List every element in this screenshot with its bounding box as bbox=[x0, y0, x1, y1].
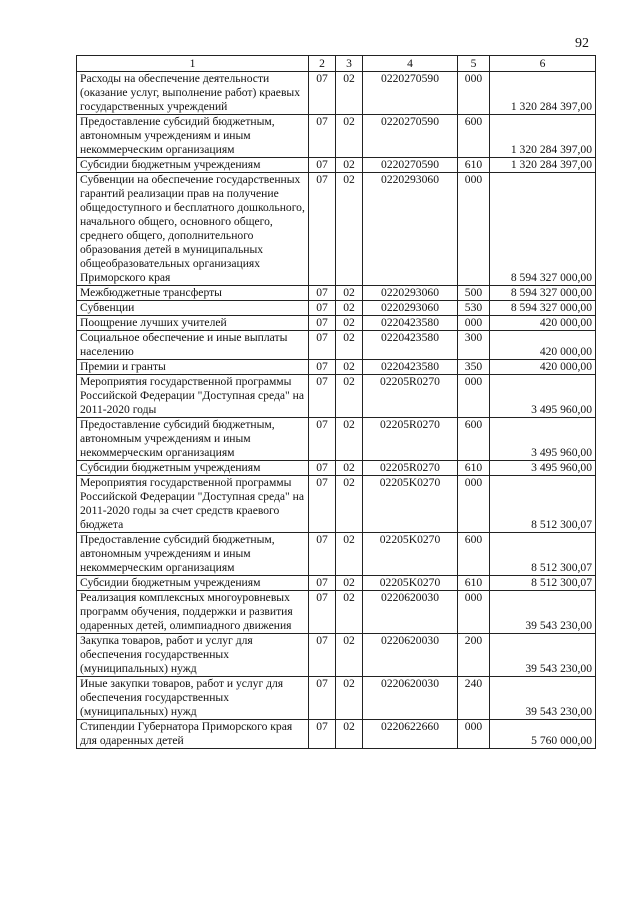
row-subsection: 02 bbox=[336, 634, 363, 677]
row-amount: 5 760 000,00 bbox=[490, 720, 596, 749]
row-name: Субсидии бюджетным учреждениям bbox=[77, 576, 309, 591]
table-row bbox=[77, 316, 596, 331]
row-subsection: 02 bbox=[336, 158, 363, 173]
row-section: 07 bbox=[309, 476, 336, 533]
row-section: 07 bbox=[309, 634, 336, 677]
row-section: 07 bbox=[309, 173, 336, 286]
row-amount: 420 000,00 bbox=[490, 360, 596, 375]
row-section: 07 bbox=[309, 677, 336, 720]
row-expense-type: 610 bbox=[458, 576, 490, 591]
row-subsection: 02 bbox=[336, 591, 363, 634]
row-target-code: 0220270590 bbox=[363, 72, 458, 115]
header-col-3: 3 bbox=[336, 56, 363, 72]
table-row bbox=[77, 591, 596, 634]
row-subsection: 02 bbox=[336, 375, 363, 418]
row-section: 07 bbox=[309, 720, 336, 749]
row-name: Социальное обеспечение и иные выплаты населению bbox=[77, 331, 309, 360]
row-target-code: 0220270590 bbox=[363, 158, 458, 173]
row-expense-type: 300 bbox=[458, 331, 490, 360]
row-subsection: 02 bbox=[336, 115, 363, 158]
row-expense-type: 600 bbox=[458, 115, 490, 158]
row-section: 07 bbox=[309, 591, 336, 634]
table-row bbox=[77, 375, 596, 418]
row-expense-type: 000 bbox=[458, 316, 490, 331]
table-body bbox=[77, 72, 596, 749]
row-name: Межбюджетные трансферты bbox=[77, 286, 309, 301]
row-target-code: 0220620030 bbox=[363, 677, 458, 720]
row-name: Закупка товаров, работ и услуг для обеспечения государственных (муниципальных) нужд bbox=[77, 634, 309, 677]
row-name: Субвенции bbox=[77, 301, 309, 316]
table-row bbox=[77, 533, 596, 576]
table-header bbox=[77, 56, 596, 72]
row-target-code: 02205R0270 bbox=[363, 418, 458, 461]
row-subsection: 02 bbox=[336, 533, 363, 576]
row-expense-type: 600 bbox=[458, 418, 490, 461]
row-name: Мероприятия государственной программы Российской Федерации "Доступная среда" на 2011-2020 годы за счет средств краевого бюджета bbox=[77, 476, 309, 533]
row-section: 07 bbox=[309, 158, 336, 173]
row-section: 07 bbox=[309, 72, 336, 115]
row-subsection: 02 bbox=[336, 331, 363, 360]
table-row bbox=[77, 461, 596, 476]
table-row bbox=[77, 360, 596, 375]
row-amount: 3 495 960,00 bbox=[490, 418, 596, 461]
header-col-2: 2 bbox=[309, 56, 336, 72]
row-amount: 8 594 327 000,00 bbox=[490, 173, 596, 286]
row-expense-type: 350 bbox=[458, 360, 490, 375]
row-amount: 3 495 960,00 bbox=[490, 375, 596, 418]
row-expense-type: 000 bbox=[458, 476, 490, 533]
row-name: Расходы на обеспечение деятельности (оказание услуг, выполнение работ) краевых государственных учреждений bbox=[77, 72, 309, 115]
row-amount: 8 594 327 000,00 bbox=[490, 286, 596, 301]
header-col-5: 5 bbox=[458, 56, 490, 72]
table-row bbox=[77, 301, 596, 316]
row-section: 07 bbox=[309, 576, 336, 591]
row-amount: 39 543 230,00 bbox=[490, 591, 596, 634]
row-name: Иные закупки товаров, работ и услуг для обеспечения государственных (муниципальных) нужд bbox=[77, 677, 309, 720]
row-subsection: 02 bbox=[336, 316, 363, 331]
table-row bbox=[77, 173, 596, 286]
row-name: Поощрение лучших учителей bbox=[77, 316, 309, 331]
table-row bbox=[77, 158, 596, 173]
row-target-code: 02205K0270 bbox=[363, 576, 458, 591]
row-name: Субсидии бюджетным учреждениям bbox=[77, 158, 309, 173]
row-amount: 39 543 230,00 bbox=[490, 677, 596, 720]
row-section: 07 bbox=[309, 533, 336, 576]
row-target-code: 0220620030 bbox=[363, 591, 458, 634]
table-row bbox=[77, 331, 596, 360]
row-target-code: 0220293060 bbox=[363, 301, 458, 316]
row-section: 07 bbox=[309, 316, 336, 331]
row-amount: 420 000,00 bbox=[490, 316, 596, 331]
row-amount: 8 512 300,07 bbox=[490, 576, 596, 591]
row-target-code: 0220423580 bbox=[363, 316, 458, 331]
row-target-code: 02205K0270 bbox=[363, 476, 458, 533]
row-name: Стипендии Губернатора Приморского края для одаренных детей bbox=[77, 720, 309, 749]
row-section: 07 bbox=[309, 115, 336, 158]
row-target-code: 02205K0270 bbox=[363, 533, 458, 576]
row-amount: 8 512 300,07 bbox=[490, 533, 596, 576]
row-expense-type: 600 bbox=[458, 533, 490, 576]
row-expense-type: 610 bbox=[458, 461, 490, 476]
row-expense-type: 000 bbox=[458, 375, 490, 418]
row-expense-type: 530 bbox=[458, 301, 490, 316]
row-name: Реализация комплексных многоуровневых программ обучения, поддержки и развития одаренных детей, олимпиадного движения bbox=[77, 591, 309, 634]
table-row bbox=[77, 634, 596, 677]
table-row bbox=[77, 72, 596, 115]
row-subsection: 02 bbox=[336, 720, 363, 749]
row-amount: 8 594 327 000,00 bbox=[490, 301, 596, 316]
row-section: 07 bbox=[309, 375, 336, 418]
row-target-code: 0220622660 bbox=[363, 720, 458, 749]
row-subsection: 02 bbox=[336, 677, 363, 720]
table-row bbox=[77, 677, 596, 720]
row-expense-type: 200 bbox=[458, 634, 490, 677]
table-row bbox=[77, 476, 596, 533]
row-subsection: 02 bbox=[336, 301, 363, 316]
row-amount: 3 495 960,00 bbox=[490, 461, 596, 476]
table-row bbox=[77, 286, 596, 301]
row-subsection: 02 bbox=[336, 286, 363, 301]
row-expense-type: 000 bbox=[458, 72, 490, 115]
row-target-code: 0220423580 bbox=[363, 331, 458, 360]
row-expense-type: 610 bbox=[458, 158, 490, 173]
row-target-code: 0220423580 bbox=[363, 360, 458, 375]
table-row bbox=[77, 576, 596, 591]
row-name: Мероприятия государственной программы Российской Федерации "Доступная среда" на 2011-2020 годы bbox=[77, 375, 309, 418]
header-row bbox=[77, 56, 596, 72]
row-subsection: 02 bbox=[336, 476, 363, 533]
row-name: Субвенции на обеспечение государственных гарантий реализации прав на получение общедоступного и бесплатного дошкольного, начального общего, основного общего, среднего общего, дополнительного образования детей в муниципальных общеобразовательных организациях Приморского края bbox=[77, 173, 309, 286]
row-target-code: 0220293060 bbox=[363, 173, 458, 286]
row-name: Субсидии бюджетным учреждениям bbox=[77, 461, 309, 476]
header-col-4: 4 bbox=[363, 56, 458, 72]
row-amount: 1 320 284 397,00 bbox=[490, 115, 596, 158]
row-name: Премии и гранты bbox=[77, 360, 309, 375]
row-expense-type: 000 bbox=[458, 173, 490, 286]
row-section: 07 bbox=[309, 286, 336, 301]
budget-table bbox=[76, 55, 596, 749]
row-expense-type: 240 bbox=[458, 677, 490, 720]
table-row bbox=[77, 418, 596, 461]
row-subsection: 02 bbox=[336, 576, 363, 591]
row-subsection: 02 bbox=[336, 173, 363, 286]
row-section: 07 bbox=[309, 301, 336, 316]
row-target-code: 02205R0270 bbox=[363, 461, 458, 476]
row-target-code: 0220293060 bbox=[363, 286, 458, 301]
row-amount: 1 320 284 397,00 bbox=[490, 72, 596, 115]
row-name: Предоставление субсидий бюджетным, автономным учреждениям и иным некоммерческим организациям bbox=[77, 533, 309, 576]
row-name: Предоставление субсидий бюджетным, автономным учреждениям и иным некоммерческим организациям bbox=[77, 418, 309, 461]
row-section: 07 bbox=[309, 418, 336, 461]
row-target-code: 02205R0270 bbox=[363, 375, 458, 418]
row-target-code: 0220270590 bbox=[363, 115, 458, 158]
table-row bbox=[77, 115, 596, 158]
row-subsection: 02 bbox=[336, 72, 363, 115]
row-subsection: 02 bbox=[336, 418, 363, 461]
row-expense-type: 000 bbox=[458, 720, 490, 749]
row-amount: 8 512 300,07 bbox=[490, 476, 596, 533]
row-name: Предоставление субсидий бюджетным, автономным учреждениям и иным некоммерческим организациям bbox=[77, 115, 309, 158]
row-section: 07 bbox=[309, 360, 336, 375]
header-col-6: 6 bbox=[490, 56, 596, 72]
row-target-code: 0220620030 bbox=[363, 634, 458, 677]
page-number: 92 bbox=[575, 36, 589, 51]
row-section: 07 bbox=[309, 331, 336, 360]
row-subsection: 02 bbox=[336, 461, 363, 476]
row-expense-type: 500 bbox=[458, 286, 490, 301]
row-section: 07 bbox=[309, 461, 336, 476]
row-amount: 1 320 284 397,00 bbox=[490, 158, 596, 173]
row-amount: 39 543 230,00 bbox=[490, 634, 596, 677]
row-amount: 420 000,00 bbox=[490, 331, 596, 360]
row-subsection: 02 bbox=[336, 360, 363, 375]
header-col-1: 1 bbox=[77, 56, 309, 72]
row-expense-type: 000 bbox=[458, 591, 490, 634]
table-row bbox=[77, 720, 596, 749]
